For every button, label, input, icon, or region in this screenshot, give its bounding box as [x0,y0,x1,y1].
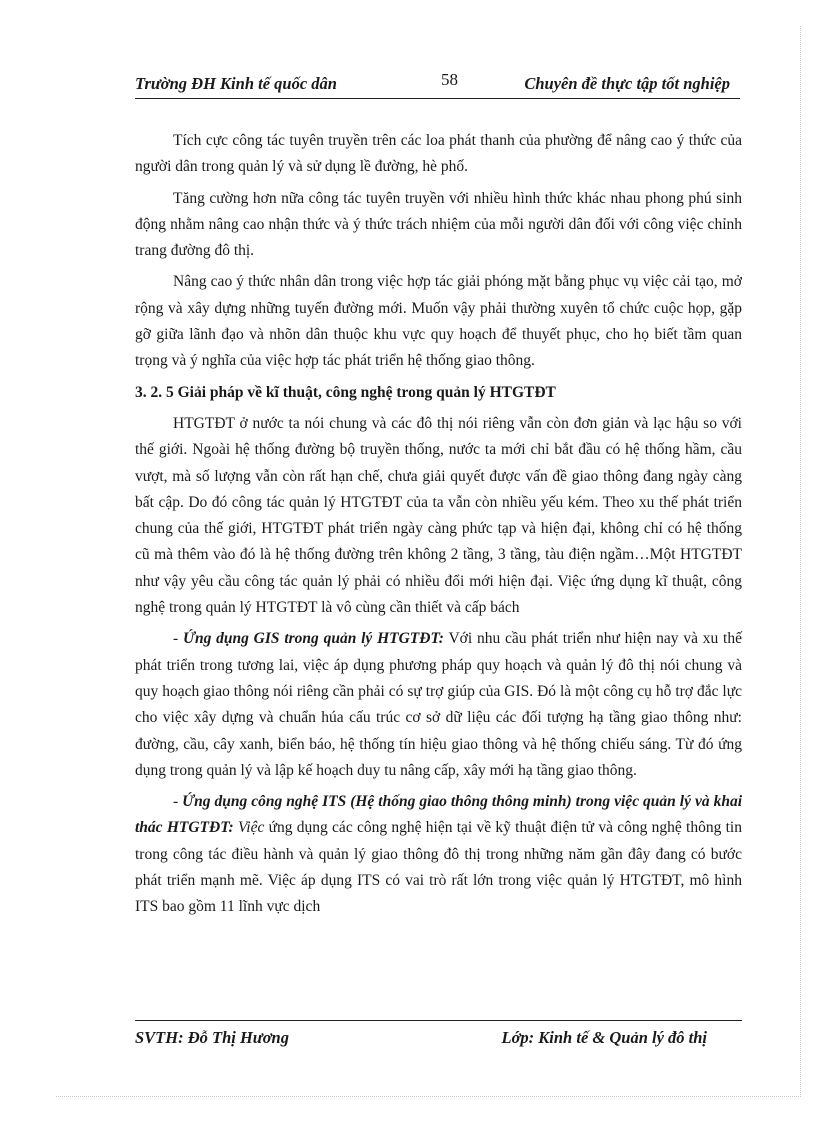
bullet-dash: - [173,793,183,811]
header-document-type: Chuyên đề thực tập tốt nghiệp [524,74,730,93]
bullet-paragraph-its [135,789,742,920]
section-heading: 3. 2. 5 Giải pháp về kĩ thuật, công nghệ trong quản lý HTGTĐT [135,383,556,401]
bullet-dash: - [173,630,183,648]
bullet-paragraph-gis [135,626,742,784]
document-body [135,128,742,926]
bullet-lead-gis: Ứng dụng GIS trong quản lý HTGTĐT: [182,630,444,648]
header-university: Trường ĐH Kinh tế quốc dân [135,74,337,93]
header-divider [135,98,740,99]
page-number: 58 [441,70,458,89]
paragraph: Nâng cao ý thức nhân dân trong việc hợp tác giải phóng mặt bằng phục vụ việc cải tạo, mở rộng và xây dựng những tuyến đường mới. Muốn vậy phải thường xuyên tổ chức cuộc họp, gặp gỡ giữa lãnh đạo và nhõn dân thuộc khu vực quy hoạch để thuyết phục, cho họ biết tầm quan trọng và ý nghĩa của việc hợp tác phát triển hệ thống giao thông. [135,273,742,370]
bullet-lead-its: Ứng dụng công nghệ ITS (Hệ thống giao thông thông minh) trong việc quản lý và khai thác HTGTĐT: [135,793,742,837]
bullet-italic-its: Việc [233,819,265,837]
paragraph: HTGTĐT ở nước ta nói chung và các đô thị nói riêng vẫn còn đơn giản và lạc hậu so với thế giới. Ngoài hệ thống đường bộ truyền thống, nước ta mới chỉ bắt đầu có hệ thống hầm, cầu vượt, mà số lượng vẫn còn rất hạn chế, chưa giải quyết được vấn đề giao thông đang ngày càng bất cập. Do đó công tác quản lý HTGTĐT của ta vẫn còn nhiều yếu kém. Theo xu thế phát triển chung của thế giới, HTGTĐT phát triển ngày càng phức tạp và hiện đại, không chỉ có hệ thống cũ mà thêm vào đó là hệ thống đường trên không 2 tầng, 3 tầng, tàu điện ngầm…Một HTGTĐT như vậy yêu cầu công tác quản lý phải có nhiều đổi mới hiện đại. Việc ứng dụng kĩ thuật, công nghệ trong quản lý HTGTĐT là vô cùng cần thiết và cấp bách [135,414,742,617]
bullet-text-its: ứng dụng các công nghệ hiện tại về kỹ thuật điện tử và công nghệ thông tin trong công tác điều hành và quản lý giao thông đô thị trong những năm gần đây đang có bước phát triển mạnh mẽ. Việc áp dụng ITS có vai trò rất lớn trong việc quản lý HTGTĐT, mô hình ITS bao gồm 11 lĩnh vực dịch [135,819,742,916]
paragraph: Tích cực công tác tuyên truyền trên các loa phát thanh của phường để nâng cao ý thức của người dân trong quản lý và sử dụng lề đường, hè phố. [135,132,742,176]
footer-class: Lớp: Kinh tế & Quản lý đô thị [501,1028,707,1047]
page-header [135,70,740,96]
paragraph: Tăng cường hơn nữa công tác tuyên truyền với nhiều hình thức khác nhau phong phú sinh động nhằm nâng cao nhận thức và ý thức trách nhiệm của mỗi người dân đối với công việc chỉnh trang đường đô thị. [135,189,742,260]
footer-student: SVTH: Đỗ Thị Hương [135,1028,289,1047]
bullet-text-gis: Với nhu cầu phát triển như hiện nay và xu thế phát triển trong tương lai, việc áp dụng phương pháp quy hoạch và quản lý đô thị nói chung và quy hoạch giao thông nói riêng cần phải có sự trợ giúp của GIS. Đó là một công cụ hỗ trợ đắc lực cho việc xây dựng và chuẩn húa cấu trúc cơ sở dữ liệu các đối tượng hạ tầng giao thông như: đường, cầu, cây xanh, biển báo, hệ thống tín hiệu giao thông và hệ thống chiếu sáng. Từ đó ứng dụng trong quản lý và lập kế hoạch duy tu nâng cấp, xây mới hạ tầng giao thông. [135,630,742,779]
footer-divider [135,1020,742,1021]
page-footer [135,1028,742,1050]
